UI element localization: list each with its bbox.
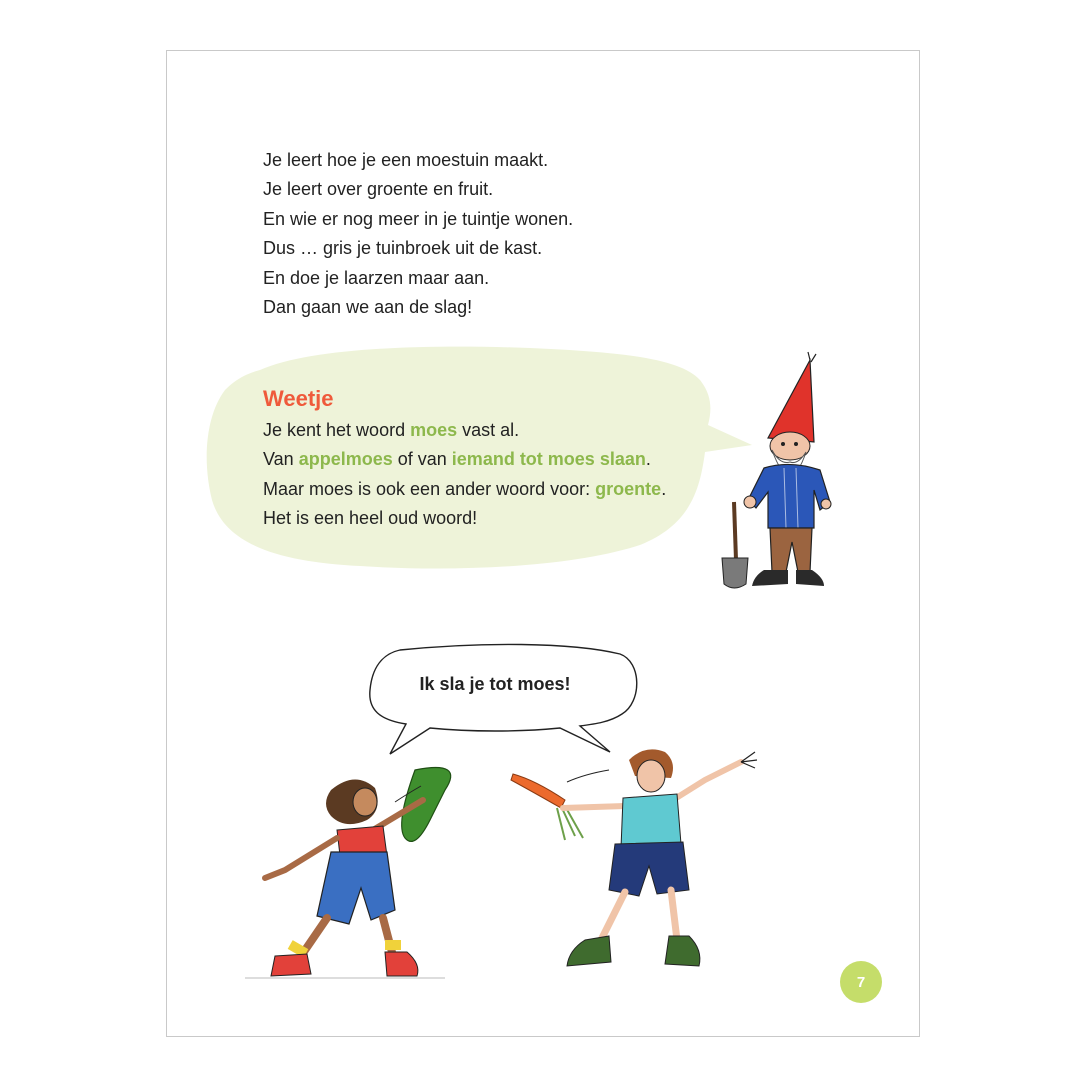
page-number-badge: 7	[840, 961, 882, 1003]
girl-with-cucumber-illustration	[245, 760, 475, 985]
intro-line: Dus … gris je tuinbroek uit de kast.	[263, 238, 543, 259]
intro-line: Dan gaan we aan de slag!	[263, 297, 473, 318]
gnome-with-spade-illustration	[712, 350, 842, 595]
text: .	[661, 478, 667, 499]
boy-with-carrot-illustration	[505, 740, 770, 980]
weetje-line	[263, 445, 666, 474]
intro-text	[263, 146, 573, 322]
weetje-line	[263, 475, 666, 504]
text: Maar moes is ook een ander woord voor:	[263, 478, 596, 499]
highlight-word: groente	[595, 478, 662, 499]
text: Van	[263, 449, 299, 470]
intro-line: Je leert over groente en fruit.	[263, 179, 494, 200]
text: of van	[392, 449, 452, 470]
highlight-word: appelmoes	[298, 449, 393, 470]
speech-bubble-text: Ik sla je tot moes!	[419, 674, 571, 694]
text: vast al.	[457, 420, 520, 440]
highlight-word: moes	[410, 420, 458, 440]
text: .	[645, 449, 651, 470]
weetje-body	[263, 416, 666, 534]
intro-line: En doe je laarzen maar aan.	[263, 267, 490, 288]
text: Je kent het woord	[263, 420, 411, 440]
weetje-title: Weetje	[263, 386, 334, 411]
weetje-line: Het is een heel oud woord!	[263, 508, 478, 529]
intro-line: Je leert hoe je een moestuin maakt.	[263, 150, 549, 170]
intro-line: En wie er nog meer in je tuintje wonen.	[263, 208, 574, 229]
weetje-line	[263, 416, 666, 445]
highlight-word: iemand tot moes slaan	[451, 449, 646, 470]
